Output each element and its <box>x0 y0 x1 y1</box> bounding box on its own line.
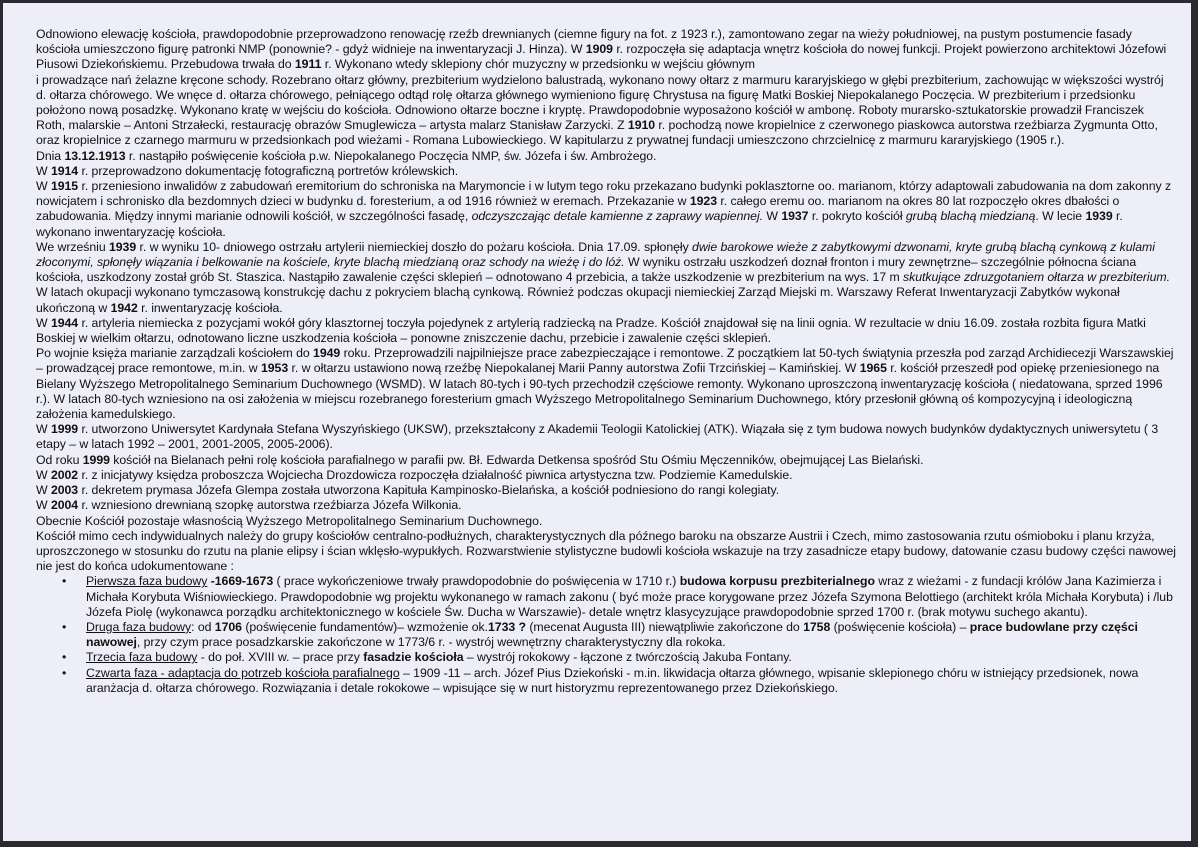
bold-text: 1706 <box>214 619 242 634</box>
text-run: (poświęcenie fundamentów)– wzmożenie ok. <box>241 619 489 634</box>
italic-text: grubą blachą miedzianą <box>905 209 1036 224</box>
text-run: – wystrój rokokowy - łączone z twórczością Jakuba Fontany. <box>463 650 792 665</box>
text-run: wraz z wieżami - z fundacji królów Jana Kazimierza i Michała Korybuta Wiśniowieckiego. Prawdopodobnie wg projektu wykonanego w ramach zakonu ( być może prace korygowane przez Józefa Szymona Belottiego (architekt króla Michała Korybuta) i /lub Józefa Piolę (wykonawca porządku architektonicznego w kościele Św. Ducha w Warszawie)- detale wnętrz klasycyzujące prawdopodobnie sprzed 1700 r. (brak motywu suchego akantu). <box>86 574 1173 619</box>
bold-text: 1939 <box>108 239 137 254</box>
bold-text: 1949 <box>313 346 341 361</box>
italic-text: skutkujące zdruzgotaniem ołtarza w prezbiterium. <box>903 270 1170 285</box>
bold-text: 1923 <box>689 194 717 209</box>
text-run: r. całego eremu oo. marianom na okres 80 lat rozpoczęło okres dbałości o zabudowania. Między innymi marianie odnowili kościół, w szczególności fasadę, <box>36 194 1120 224</box>
paragraph <box>36 240 1176 316</box>
text-run: r. Wykonano wtedy sklepiony chór muzyczny w przedsionku w wejściu głównym <box>321 57 755 72</box>
bold-text: 13.12.1913 <box>64 148 126 163</box>
text-run: Po wojnie księża marianie zarządzali kościołem do <box>36 346 314 361</box>
paragraph <box>36 346 1176 422</box>
bullet-icon: • <box>62 650 67 665</box>
text-run: W <box>36 467 51 482</box>
paragraph <box>36 164 1176 179</box>
text-run: r. kościół przeszedł pod opiekę przeniesionego na Bielany Wyższego Metropolitalnego Seminarium Duchownego (WSMD). W latach 80-tych i 90-tych przechodził częściowe remonty. Wykonano uproszczoną inwentaryzację kościoła ( niedatowana, sprzed 1996 r.). W latach 80-tych wzniesiono na osi założenia w miejscu rozebranego foresterium gmach Wyższego Metropolitalnego Seminarium Duchownego, który przesłonił główną oś kompozycyjną i ideologiczną założenia kamedulskiego. <box>36 361 1163 422</box>
text-run: r. w wyniku 10- dniowego ostrzału artylerii niemieckiej doszło do pożaru kościoła. Dnia 17.09. spłonęły <box>136 239 693 254</box>
bold-text: fasadzie kościoła <box>363 650 464 665</box>
text-run: (mecenat Augusta III) niewątpliwie zakończone do <box>526 619 804 634</box>
text-run: W <box>36 179 51 194</box>
construction-phases-list <box>36 574 1176 696</box>
text-run: - do poł. XVIII w. – prace przy <box>197 650 364 665</box>
bold-text: prace budowlane przy części nawowej <box>86 619 1138 650</box>
bold-text: 2003 <box>50 483 79 498</box>
text-run: r. przeniesiono inwalidów z zabudowań eremitorium do schroniska na Marymoncie i w lutym tego roku przekazano budynki poklasztorne oo. marianom, którzy adaptowali zabudowania na dom zakonny z nowicjatem i schronisko dla bezdomnych dzieci w budynku d. foresterium, a od 1916 również w eremach. Przekazanie w <box>36 179 1172 209</box>
paragraph <box>36 453 1176 468</box>
bullet-icon: • <box>62 574 67 589</box>
text-run: r. artyleria niemiecka z pozycjami wokół góry klasztornej toczyła pojedynek z artylerią radziecką na Pradze. Kościół znajdował się na linii ognia. W rezultacie w dniu 16.09. została rozbita figura Matki Boskiej w wielkim ołtarzu, odnotowano liczne uszkodzenia kościoła – ponowne zniszczenie dachu, przebicie i zawalenie części sklepień. <box>36 315 1146 346</box>
text-run: ( prace wykończeniowe trwały prawdopodobnie do poświęcenia w 1710 r.) <box>273 574 680 589</box>
paragraph <box>36 498 1176 513</box>
text-run: Od roku <box>36 452 83 467</box>
text-run: . W lecie <box>1035 209 1086 224</box>
paragraph <box>36 27 1176 73</box>
bold-text: 1758 <box>803 619 831 634</box>
italic-text: dwie barokowe wieże z zabytkowymi dzwonami, kryte grubą blachą cynkową z kulami złoconymi, spłonęły wiązania i belkowanie na kościele, kryte blachą miedzianą oraz schody na wieżę i do lóż. <box>36 239 1155 270</box>
bold-text: 1733 ? <box>488 619 526 634</box>
text-run: W latach okupacji wykonano tymczasową konstrukcję dachu z pokryciem blachą cynkową. Również podczas okupacji niemieckiej Zarząd Miejski m. Warszawy Referat Inwentaryzacji Zabytków wykonał ukończoną w <box>36 285 1120 315</box>
text-run: W wyniku ostrzału uszkodzeń doznał fronton i mury zewnętrzne– szczególnie północna ściana kościoła, uszkodzony został grób St. Staszica. Nastąpiło zawalenie części sklepień – odnotowano 4 przebicia, a także uszkodzenie w prezbiterium na wys. 17 m <box>36 255 1137 285</box>
underlined-heading: Pierwsza faza budowy <box>86 574 208 589</box>
underlined-heading: Druga faza budowy <box>86 619 192 634</box>
text-run: (poświęcenie kościoła) – <box>830 619 970 634</box>
text-run: r. pokryto kościół <box>808 209 906 224</box>
text-run: r. rozpoczęła się adaptacja wnętrz kościoła do nowej funkcji. Projekt powierzono architektowi Józefowi Piusowi Dziekońskiemu. Przebudowa trwała do <box>36 42 1167 72</box>
bold-text: 1953 <box>260 361 289 376</box>
bold-text: 1914 <box>50 163 79 178</box>
text-run: r. z inicjatywy księdza proboszcza Wojciecha Drozdowicza rozpoczęła działalność piwnica artystyczna tzw. Podziemie Kamedulskie. <box>78 467 793 482</box>
phase-list-item <box>36 650 1176 665</box>
bold-text: 1939 <box>1085 209 1113 224</box>
phase-list-item <box>36 666 1176 696</box>
paragraphs <box>36 27 1176 574</box>
text-run: r. dekretem prymasa Józefa Glempa została utworzona Kapituła Kampinosko-Bielańska, a kościół podniesiono do rangi kolegiaty. <box>78 483 780 498</box>
bold-text: 1909 <box>585 42 613 57</box>
bold-text: 1915 <box>50 179 79 194</box>
paragraph <box>36 73 1176 149</box>
text-run: r. inwentaryzację kościoła. <box>137 300 283 315</box>
text-run: r. utworzono Uniwersytet Kardynała Stefana Wyszyńskiego (UKSW), przekształcony z Akademii Teologii Katolickiej (ATK). Wiązała się z tym budowa nowych budynków dydaktycznych uniwersytetu ( 3 etapy – w latach 1992 – 2001, 2001-2005, 2005-2006). <box>36 422 1159 452</box>
paragraph <box>36 422 1176 452</box>
text-run: W <box>36 163 51 178</box>
text-run: – 1909 -11 – arch. Józef Pius Dziekoński - m.in. likwidacja ołtarza głównego, wpisanie sklepionego chóru w istniejący przedsionek, nowa aranżacja d. ołtarza chórowego. Rozwiązania i detale rokokowe – wpisujące się w nurt historyzmu reprezentowanego przez Dziekońskiego. <box>86 665 1139 695</box>
text-run: i prowadzące nań żelazne kręcone schody. Rozebrano ołtarz główny, prezbiterium wydzielono balustradą, wykonano nowy ołtarz z marmuru kararyjskiego w głębi prezbiterium, zachowując w większości wystrój d. ołtarza chórowego. We wnęce d. ołtarza chórowego, pełniącego odtąd rolę ołtarza głównego wymieniono figurę Chrystusa na figurę Matki Boskiej Niepokalanego Poczęcia. W prezbiterium i przedsionku położono nową posadzkę. Wykonano kratę w wejściu do kościoła. Odnowiono ołtarze boczne i kryptę. Prawdopodobnie wyposażono kościół w ambonę. Roboty murarsko-sztukatorskie prowadził Franciszek Roth, malarskie – Antoni Strzałecki, restaurację obrazów Smuglewicza – artysta malarz Stanisław Zarzycki. Z <box>36 72 1164 133</box>
text-run: r. wykonano inwentaryzację kościoła. <box>36 209 1123 239</box>
bold-text: 1999 <box>82 452 110 467</box>
paragraph <box>36 316 1176 346</box>
bold-text: 2004 <box>50 498 79 513</box>
paragraph <box>36 529 1176 575</box>
text-run: : od <box>191 619 215 634</box>
text-run: Kościół mimo cech indywidualnych należy do grupy kościołów centralno-podłużnych, charakterystycznych dla późnego baroku na obszarze Austrii i Czech, mimo zastosowania rzutu ośmioboku i planu krzyża, uproszczonego w stosunku do rzutu na planie elipsy i ścian wklęsło-wypukłych. Rozwarstwienie stylistyczne budowli kościoła wskazuje na trzy zasadnicze etapy budowy, datowanie czasu budowy części nawowej nie jest do końca udokumentowane : <box>36 528 1176 574</box>
phase-list-item <box>36 620 1176 650</box>
text-run: r. wzniesiono drewnianą szopkę autorstwa rzeźbiarza Józefa Wilkonia. <box>78 498 462 513</box>
bold-text: 1911 <box>294 57 322 72</box>
bold-text: 1965 <box>859 361 887 376</box>
bullet-icon: • <box>62 665 67 680</box>
paragraph <box>36 179 1176 240</box>
bold-text: 1942 <box>110 300 138 315</box>
bold-text: 1937 <box>781 209 809 224</box>
paragraph <box>36 468 1176 483</box>
paragraph <box>36 483 1176 498</box>
underlined-heading: Trzecia faza budowy <box>86 650 198 665</box>
text-run: r. w ołtarzu ustawiono nową rzeźbę Niepokalanej Marii Panny autorstwa Zofii Trzcińskiej – Kamińskiej. W <box>288 361 860 376</box>
text-run: roku. Przeprowadzili najpilniejsze prace zabezpieczające i remontowe. Z początkiem lat 50-tych świątynia przeszła pod zarząd Archidiecezji Warszawskiej – prowadzącej prace remontowe, m.in. w <box>36 346 1174 376</box>
text-run: W <box>36 422 51 437</box>
scanned-page <box>3 3 1191 841</box>
text-run: r. przeprowadzono dokumentację fotograficzną portretów królewskich. <box>78 163 459 178</box>
text-run: Obecnie Kościół pozostaje własnością Wyższego Metropolitalnego Seminarium Duchownego. <box>36 513 543 528</box>
text-run: r. pochodzą nowe kropielnice z czerwonego piaskowca autorstwa rzeźbiarza Zygmunta Otto, oraz kropielnice z czarnego marmuru w przedsionkach pod wieżami - Romana Lubowieckiego. W kapitularzu z prywatnej fundacji umieszczono chrzcielnicę z marmuru kararyjskiego (1905 r.). <box>36 118 1158 148</box>
bold-text: 2002 <box>50 467 79 482</box>
text-run: Odnowiono elewację kościoła, prawdopodobnie przeprowadzono renowację rzeźb drewnianych (ciemne figury na fot. z 1923 r.), zamontowano zegar na wieży południowej, na pustym postumencie fasady kościoła umieszczono figurę patronki NMP (ponownie? - gdyż widnieje na inwentaryzacji J. Hinza). W <box>36 27 1132 57</box>
bold-text: budowa korpusu prezbiterialnego <box>679 574 875 589</box>
bullet-icon: • <box>62 619 67 634</box>
text-run: kościół na Bielanach pełni rolę kościoła parafialnego w parafii pw. Bł. Edwarda Detkensa spośród Stu Ośmiu Męczenników, obejmującej Las Bielański. <box>109 452 924 467</box>
text-run: We wrześniu <box>36 239 109 254</box>
text-run: W <box>36 498 51 513</box>
text-run: Dnia <box>36 148 65 163</box>
text-run: W <box>36 483 51 498</box>
bold-text: 1910 <box>627 118 656 133</box>
text-run: r. nastąpiło poświęcenie kościoła p.w. Niepokalanego Poczęcia NMP, św. Józefa i św. Ambrożego. <box>125 148 657 163</box>
paragraph <box>36 149 1176 164</box>
bold-text: 1944 <box>50 315 79 330</box>
text-run: W <box>36 315 51 330</box>
text-run: , przy czym prace posadzkarskie zakończone w 1773/6 r. - wystrój wewnętrzny charakterystyczny dla rokoka. <box>136 635 726 650</box>
text-run: W <box>763 209 782 224</box>
underlined-heading: Czwarta faza - adaptacja do potrzeb kościoła parafialnego <box>86 665 400 680</box>
paragraph <box>36 514 1176 529</box>
phase-list-item <box>36 574 1176 620</box>
italic-text: odczyszczając detale kamienne z zaprawy wapiennej. <box>471 209 764 224</box>
document-body <box>36 27 1176 696</box>
bold-text: -1669-1673 <box>207 574 274 589</box>
bold-text: 1999 <box>50 422 79 437</box>
